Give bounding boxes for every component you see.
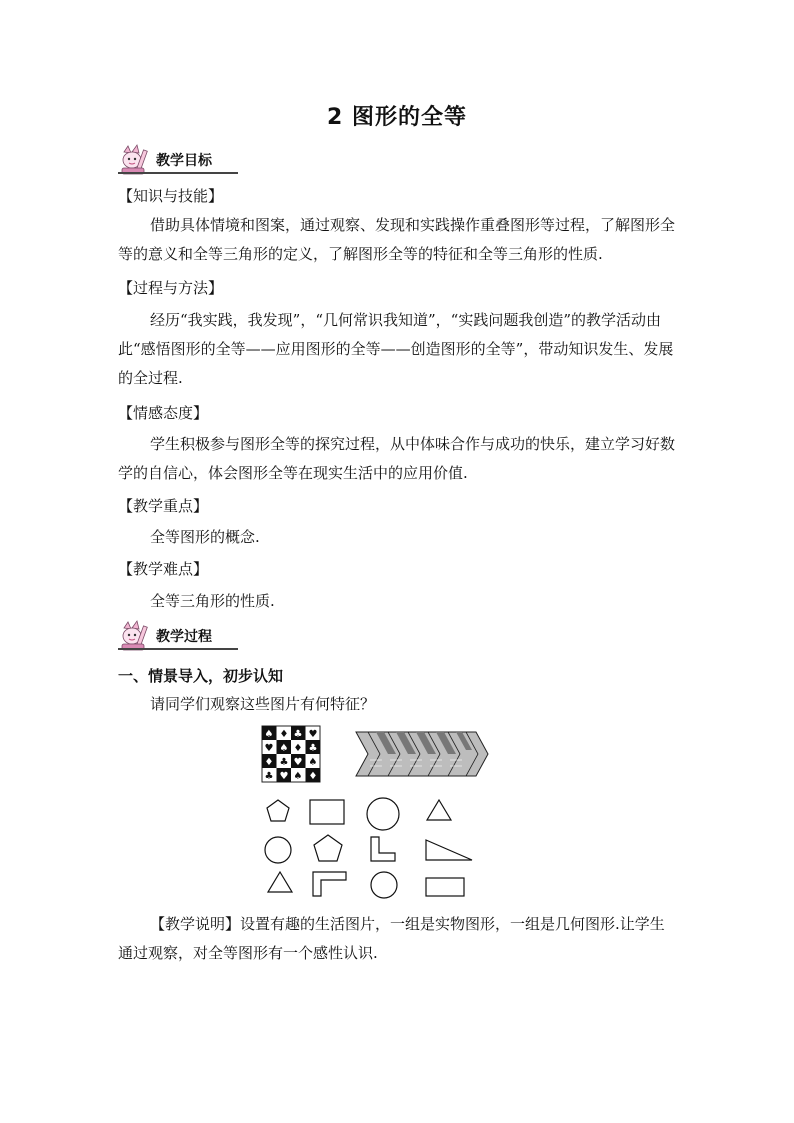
key-point-text: 全等图形的概念. [150, 528, 260, 546]
knowledge-text: 借助具体情境和图案，通过观察、发现和实践操作重叠图形等过程，了解图形全等的意义和全等三角形的定义，了解图形全等的特征和全等三角形的性质. [118, 216, 676, 263]
pentagon-shape [267, 800, 289, 821]
section-header-process [118, 620, 378, 652]
svg-text:♠: ♠ [293, 771, 303, 782]
teaching-note: 【教学说明】设置有趣的生活图片，一组是实物图形，一组是几何图形.让学生通过观察，对全等图形有一个感性认识. [118, 915, 665, 962]
svg-text:♦: ♦ [293, 743, 303, 754]
page-title: 2 图形的全等 [327, 105, 467, 130]
difficulty-text: 全等三角形的性质. [150, 592, 275, 610]
process-heading: 【过程与方法】 [118, 279, 224, 297]
circle-shape [265, 837, 291, 863]
triangle-shape [427, 800, 451, 820]
section-label: 教学目标 [156, 153, 212, 169]
circle-shape [371, 872, 397, 898]
section-underline [118, 648, 238, 650]
triangle-shape [268, 872, 292, 892]
svg-text:♥: ♥ [279, 771, 289, 782]
svg-text:♣: ♣ [279, 757, 289, 768]
svg-text:♦: ♦ [308, 771, 318, 782]
svg-text:♦: ♦ [279, 729, 289, 740]
rectangle-shape [310, 800, 344, 824]
l-shape [371, 837, 395, 861]
l-shape [313, 872, 346, 896]
section-underline [118, 172, 238, 174]
svg-text:♥: ♥ [308, 729, 318, 740]
shapes-figure [258, 720, 518, 910]
svg-text:♦: ♦ [264, 757, 274, 768]
chevron-tile-band-image [356, 732, 488, 776]
part1-heading: 一、情景导入，初步认知 [118, 667, 284, 685]
suit-checkerboard-image [262, 726, 320, 782]
section-header-objectives [118, 144, 378, 176]
svg-text:♠: ♠ [279, 743, 289, 754]
svg-text:♠: ♠ [264, 729, 274, 740]
svg-text:♣: ♣ [308, 743, 318, 754]
svg-text:♥: ♥ [264, 743, 274, 754]
part1-prompt: 请同学们观察这些图片有何特征？ [150, 695, 376, 713]
pentagon-shape [314, 835, 342, 861]
process-text: 经历“我实践，我发现”，“几何常识我知道”，“实践问题我创造”的教学活动由此“感悟图形的全等——应用图形的全等——创造图形的全等”，带动知识发生、发展的全过程. [118, 311, 674, 387]
rectangle-shape [426, 878, 464, 896]
difficulty-heading: 【教学难点】 [118, 560, 209, 578]
key-point-heading: 【教学重点】 [118, 497, 209, 515]
right-triangle-shape [426, 840, 472, 860]
attitude-text: 学生积极参与图形全等的探究过程，从中体味合作与成功的快乐，建立学习好数学的自信心，体会图形全等在现实生活中的应用价值. [118, 435, 676, 482]
svg-text:♣: ♣ [293, 729, 303, 740]
attitude-heading: 【情感态度】 [118, 404, 209, 422]
svg-text:♠: ♠ [308, 757, 318, 768]
section-label: 教学过程 [156, 629, 212, 645]
svg-text:♥: ♥ [293, 757, 303, 768]
knowledge-heading: 【知识与技能】 [118, 187, 224, 205]
svg-text:♣: ♣ [264, 771, 274, 782]
circle-shape [367, 798, 399, 830]
